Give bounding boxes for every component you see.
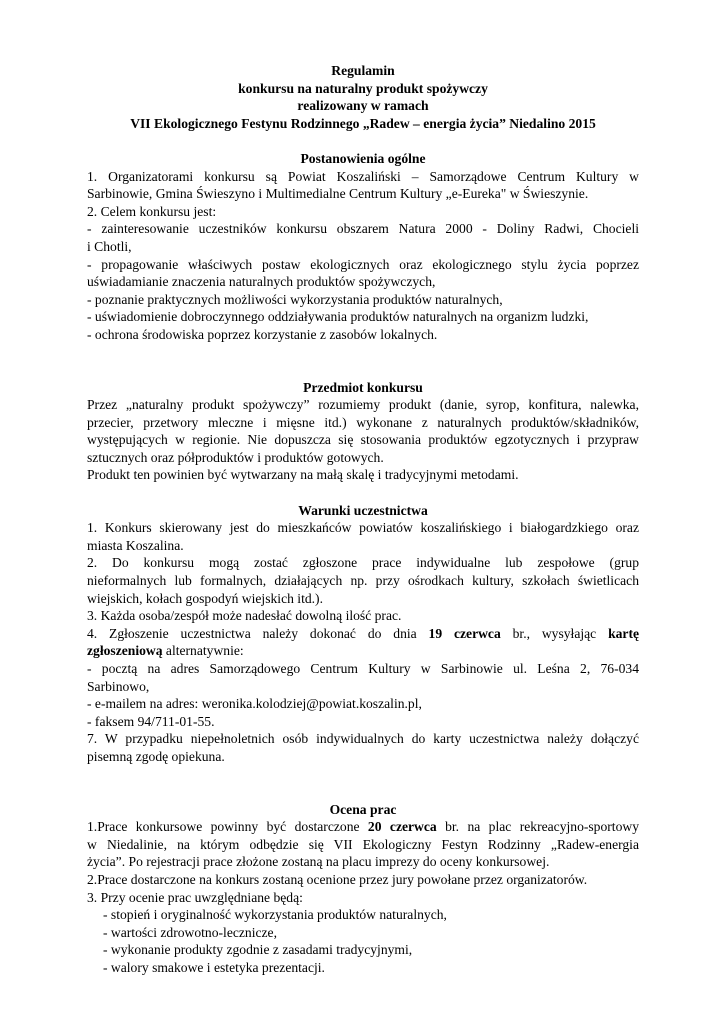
paragraph-line: - poznanie praktycznych możliwości wykorzystania produktów naturalnych, <box>87 291 503 307</box>
paragraph-line: 2. Do konkursu mogą zostać zgłoszone prace indywidualne lub zespołowe (grup <box>87 555 639 571</box>
paragraph-line <box>87 625 639 643</box>
paragraph-line: Sarbinowo, <box>87 678 150 694</box>
paragraph-line: Sarbinowie, Gmina Świeszyno i Multimedialne Centrum Kultury „e-Eureka" w Świeszynie. <box>87 186 589 202</box>
section-heading: Warunki uczestnictwa <box>298 502 428 518</box>
paragraph-line: miasta Koszalina. <box>87 537 184 553</box>
section-general <box>87 150 639 344</box>
paragraph-line: 7. W przypadku niepełnoletnich osób indywidualnych do karty uczestnictwa należy dołączyć <box>87 731 639 747</box>
paragraph-line: 1. Konkurs skierowany jest do mieszkańców powiatów koszalińskiego i białogardzkiego oraz <box>87 520 639 536</box>
paragraph-line: życia”. Po rejestracji prace złożone zostaną na placu imprezy do oceny konkursowej. <box>87 854 550 870</box>
bold-text: zgłoszeniową <box>87 643 163 659</box>
criteria-item: - stopień i oryginalność wykorzystania produktów naturalnych, <box>103 907 447 923</box>
text-run: br. na plac rekreacyjno-sportowy <box>436 819 639 835</box>
paragraph-line: - ochrona środowiska poprzez korzystanie z zasobów lokalnych. <box>87 326 438 342</box>
text-run: 1.Prace konkursowe powinny być dostarczone <box>87 819 368 835</box>
paragraph-line: - propagowanie właściwych postaw ekologicznych oraz ekologicznego stylu życia poprzez <box>87 256 639 272</box>
bold-text: kartę <box>608 625 640 641</box>
paragraph-line: uświadamianie znaczenia naturalnych produktów spożywczych, <box>87 274 436 290</box>
text-run: 4. Zgłoszenie uczestnictwa należy dokonać do dnia <box>87 625 429 641</box>
paragraph-line: 3. Każda osoba/zespół może nadesłać dowolną ilość prac. <box>87 608 402 624</box>
section-conditions <box>87 502 639 766</box>
deadline-date: 19 czerwca <box>428 625 501 641</box>
text-run: br., wysyłając <box>500 625 609 641</box>
fax-line: - faksem 94/711-01-55. <box>87 713 215 729</box>
paragraph-line: przecier, przetwory mleczne i mięsne itd.) wykonane z naturalnych produktów/składników, <box>87 414 639 430</box>
paragraph-line: wiejskich, kołach gospodyń wiejskich itd.). <box>87 590 323 606</box>
regulations-document <box>87 62 639 977</box>
section-evaluation <box>87 801 639 977</box>
paragraph-line: sztucznych oraz półproduktów i produktów gotowych. <box>87 449 384 465</box>
section-heading: Ocena prac <box>329 801 397 817</box>
section-heading: Przedmiot konkursu <box>303 379 423 395</box>
paragraph-line: w Niedalinie, na którym odbędzie się VII Ekologiczny Festyn Rodzinny „Radew-energia <box>87 836 639 852</box>
criteria-item: - wykonanie produkty zgodnie z zasadami tradycyjnymi, <box>103 942 413 958</box>
section-subject <box>87 379 639 485</box>
doc-title-line3: realizowany w ramach <box>297 98 429 114</box>
paragraph-line: występujących w regionie. Nie dopuszcza się stosowania produktów egzotycznych i przypraw <box>87 432 639 448</box>
paragraph-line: 2. Celem konkursu jest: <box>87 203 217 219</box>
paragraph-line <box>87 642 639 660</box>
paragraph-line: 3. Przy ocenie prac uwzględniane będą: <box>87 889 303 905</box>
criteria-item: - wartości zdrowotno-lecznicze, <box>103 924 277 940</box>
criteria-item: - walory smakowe i estetyka prezentacji. <box>103 959 325 975</box>
section-heading: Postanowienia ogólne <box>300 150 426 166</box>
text-run: alternatywnie: <box>162 643 244 659</box>
paragraph-line: 2.Prace dostarczone na konkurs zostaną ocenione przez jury powołane przez organizatorów. <box>87 871 588 887</box>
paragraph-line: Produkt ten powinien być wytwarzany na małą skalę i tradycyjnymi metodami. <box>87 467 519 483</box>
paragraph-line: pisemną zgodę opiekuna. <box>87 748 225 764</box>
paragraph-line <box>87 818 639 836</box>
email-line: - e-mailem na adres: weronika.kolodziej@powiat.koszalin.pl, <box>87 696 422 712</box>
doc-title-line2: konkursu na naturalny produkt spożywczy <box>238 80 488 96</box>
paragraph-line: i Chotli, <box>87 238 132 254</box>
paragraph-line: 1. Organizatorami konkursu są Powiat Koszaliński – Samorządowe Centrum Kultury w <box>87 168 639 184</box>
doc-title-line4: VII Ekologicznego Festynu Rodzinnego „Radew – energia życia” Niedalino 2015 <box>130 115 596 131</box>
doc-title: Regulamin <box>331 63 395 78</box>
delivery-date: 20 czerwca <box>367 819 437 835</box>
paragraph-line: - pocztą na adres Samorządowego Centrum Kultury w Sarbinowie ul. Leśna 2, 76-034 <box>87 661 639 676</box>
paragraph-line: Przez „naturalny produkt spożywczy” rozumiemy produkt (danie, syrop, konfitura, nalewka, <box>87 397 639 413</box>
paragraph-line: - zainteresowanie uczestników konkursu obszarem Natura 2000 - Doliny Radwi, Chocieli <box>87 221 639 237</box>
paragraph-line: - uświadomienie dobroczynnego oddziaływania produktów naturalnych na organizm ludzki, <box>87 309 589 325</box>
document-header <box>87 62 639 132</box>
paragraph-line: nieformalnych lub formalnych, działających np. przy ośrodkach kultury, szkołach świetlicach <box>87 573 639 589</box>
